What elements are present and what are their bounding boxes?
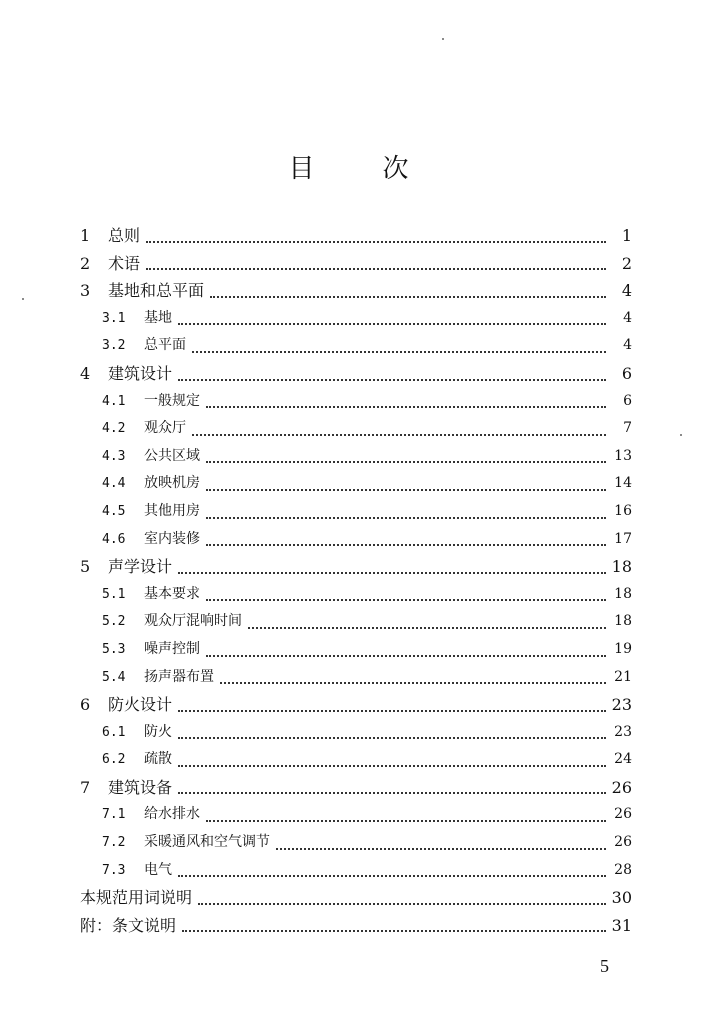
toc-page-number: 18 — [611, 557, 632, 577]
toc-section-number: 4.4 — [102, 476, 126, 492]
toc-section-title: 放映机房 — [144, 475, 200, 492]
toc-section-title: 总则 — [108, 226, 141, 245]
toc-page-number: 26 — [611, 777, 632, 797]
toc-entry[interactable] — [80, 526, 632, 554]
toc-dot-leader — [192, 434, 606, 436]
toc-dot-leader — [198, 903, 606, 905]
toc-page-number: 19 — [614, 640, 632, 657]
toc-page-number: 4 — [621, 281, 632, 301]
toc-entry[interactable] — [80, 222, 632, 250]
toc-dot-leader — [178, 710, 606, 712]
toc-entry[interactable] — [80, 719, 632, 747]
toc-section-title: 观众厅 — [144, 420, 186, 437]
scan-speck — [22, 298, 24, 300]
toc-page-number: 6 — [621, 363, 632, 383]
toc-section-title: 采暖通风和空气调节 — [144, 834, 270, 851]
toc-dot-leader — [178, 792, 606, 794]
toc-section-title: 其他用房 — [144, 502, 200, 519]
toc-dot-leader — [206, 406, 606, 408]
toc-dot-leader — [210, 296, 606, 298]
toc-page-number: 26 — [614, 834, 632, 851]
toc-section-title: 观众厅混响时间 — [144, 613, 242, 630]
toc-entry[interactable] — [80, 801, 632, 829]
toc-dot-leader — [206, 489, 606, 491]
toc-page-number: 14 — [614, 475, 632, 492]
toc-section-title: 本规范用词说明 — [80, 888, 193, 908]
toc-page-number: 18 — [614, 613, 632, 630]
toc-entry[interactable] — [80, 746, 632, 774]
toc-page-number: 13 — [614, 447, 632, 464]
toc-section-number: 6 — [80, 695, 91, 715]
toc-dot-leader — [178, 572, 606, 574]
toc-dot-leader — [206, 461, 606, 463]
toc-dot-leader — [206, 820, 606, 822]
toc-page-number: 24 — [614, 751, 632, 768]
toc-page-number: 28 — [614, 861, 632, 878]
toc-section-number: 4.3 — [102, 448, 126, 464]
toc-section-number: 5.4 — [102, 669, 126, 685]
toc-section-number: 4.5 — [102, 503, 126, 519]
toc-section-title: 给水排水 — [144, 806, 200, 823]
toc-section-title: 附：条文说明 — [80, 915, 177, 935]
toc-dot-leader — [206, 599, 606, 601]
toc-dot-leader — [178, 737, 606, 739]
toc-section-title: 声学设计 — [108, 557, 173, 577]
toc-section-title: 扬声器布置 — [144, 668, 214, 685]
toc-page-number: 16 — [614, 502, 632, 519]
toc-section-number: 7.1 — [102, 807, 126, 823]
toc-section-title: 基地和总平面 — [108, 281, 205, 301]
toc-page-number: 31 — [611, 915, 632, 935]
scan-speck — [442, 38, 444, 40]
toc-entry[interactable] — [80, 250, 632, 278]
toc-entry[interactable] — [80, 608, 632, 636]
toc-section-number: 5.1 — [102, 586, 126, 602]
toc-section-number: 2 — [80, 253, 91, 273]
toc-entry[interactable] — [80, 470, 632, 498]
toc-section-number: 4.6 — [102, 531, 126, 547]
toc-dot-leader — [146, 241, 606, 243]
toc-section-number: 7.2 — [102, 835, 126, 851]
toc-dot-leader — [178, 765, 606, 767]
toc-page-number: 4 — [623, 309, 632, 326]
toc-section-number: 5.2 — [102, 614, 126, 630]
toc-entry[interactable] — [80, 498, 632, 526]
toc-entry[interactable] — [80, 360, 632, 388]
toc-page-number: 26 — [614, 806, 632, 823]
toc-dot-leader — [178, 379, 606, 381]
toc-section-number: 4 — [80, 363, 91, 383]
toc-entry[interactable] — [80, 553, 632, 581]
toc-page-number: 4 — [623, 337, 632, 354]
toc-section-title: 室内装修 — [144, 530, 200, 547]
toc-entry[interactable] — [80, 774, 632, 802]
toc-section-title: 电气 — [144, 861, 172, 878]
toc-section-title: 公共区域 — [144, 447, 200, 464]
toc-dot-leader — [182, 930, 606, 932]
toc-dot-leader — [146, 268, 606, 270]
toc-section-number: 1 — [80, 226, 91, 245]
toc-page-number: 23 — [614, 723, 632, 740]
toc-page-number: 1 — [621, 226, 632, 245]
toc-section-number: 5.3 — [102, 641, 126, 657]
toc-dot-leader — [206, 544, 606, 546]
toc-section-title: 建筑设备 — [108, 777, 173, 797]
page-number: 5 — [600, 956, 609, 976]
toc-section-number: 7.3 — [102, 862, 126, 878]
toc-page-number: 30 — [611, 888, 632, 908]
toc-page-number: 23 — [611, 695, 632, 715]
toc-dot-leader — [276, 848, 606, 850]
toc-entry[interactable] — [80, 415, 632, 443]
toc-page-number: 6 — [623, 392, 632, 409]
toc-entry[interactable] — [80, 664, 632, 692]
toc-section-title: 噪声控制 — [144, 640, 200, 657]
toc-section-title: 建筑设计 — [108, 363, 173, 383]
toc-section-number: 6.1 — [102, 724, 126, 740]
toc-entry[interactable] — [80, 829, 632, 857]
toc-section-title: 基地 — [144, 309, 172, 326]
toc-entry[interactable] — [80, 857, 632, 885]
toc-entry[interactable] — [80, 277, 632, 305]
toc-dot-leader — [192, 351, 606, 353]
toc-section-title: 防火设计 — [108, 695, 173, 715]
toc-page-number: 18 — [614, 585, 632, 602]
toc-dot-leader — [220, 682, 606, 684]
toc-section-number: 3.1 — [102, 310, 126, 326]
toc-section-title: 一般规定 — [144, 392, 200, 409]
toc-section-number: 3.2 — [102, 338, 126, 354]
toc-page-number: 17 — [614, 530, 632, 547]
toc-section-title: 疏散 — [144, 751, 172, 768]
toc-dot-leader — [206, 655, 606, 657]
toc-entry[interactable] — [80, 884, 632, 912]
toc-page-number: 7 — [623, 420, 632, 437]
toc-dot-leader — [178, 875, 606, 877]
toc-section-title: 防火 — [144, 723, 172, 740]
toc-dot-leader — [178, 323, 606, 325]
toc-entry[interactable] — [80, 332, 632, 360]
title-char-right: 次 — [382, 154, 413, 184]
toc-entry[interactable] — [80, 305, 632, 333]
table-of-contents — [80, 222, 632, 939]
toc-page-number: 21 — [614, 668, 632, 685]
title-char-left: 目 — [288, 154, 319, 184]
toc-section-number: 5 — [80, 557, 91, 577]
toc-section-number: 3 — [80, 281, 91, 301]
toc-section-title: 基本要求 — [144, 585, 200, 602]
toc-section-title: 总平面 — [144, 337, 186, 354]
toc-entry[interactable] — [80, 443, 632, 471]
toc-dot-leader — [206, 517, 606, 519]
toc-dot-leader — [248, 627, 606, 629]
toc-section-number: 7 — [80, 777, 91, 797]
scan-speck — [680, 434, 682, 436]
toc-entry[interactable] — [80, 912, 632, 940]
page-title — [0, 148, 701, 185]
toc-section-title: 术语 — [108, 253, 141, 273]
toc-section-number: 4.2 — [102, 421, 126, 437]
toc-page-number: 2 — [621, 253, 632, 273]
toc-entry[interactable] — [80, 581, 632, 609]
toc-entry[interactable] — [80, 691, 632, 719]
toc-entry[interactable] — [80, 388, 632, 416]
toc-section-number: 6.2 — [102, 752, 126, 768]
toc-entry[interactable] — [80, 636, 632, 664]
toc-section-number: 4.1 — [102, 393, 126, 409]
